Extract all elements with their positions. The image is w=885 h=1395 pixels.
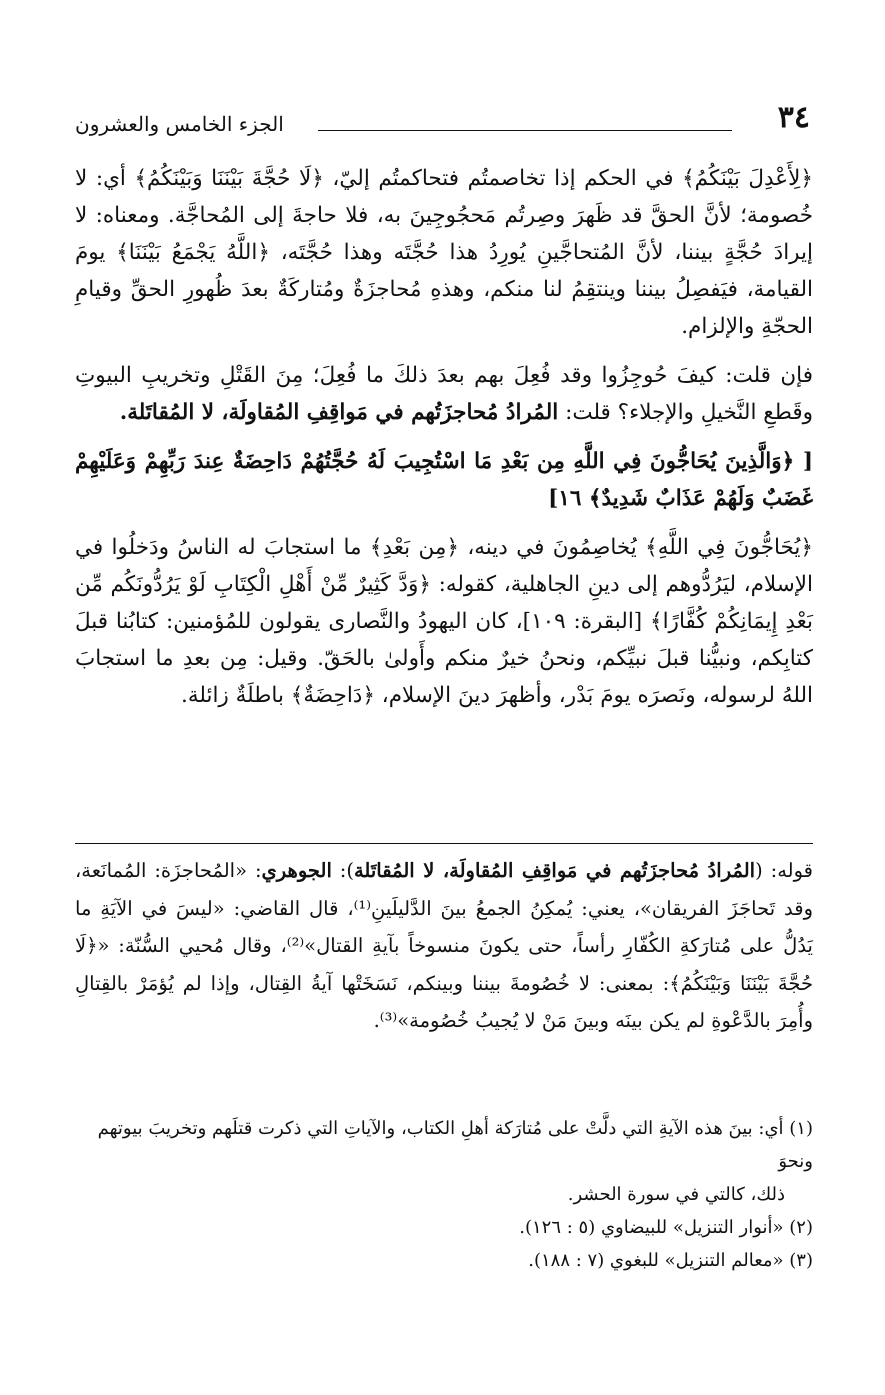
paragraph-2-answer: المُرادُ مُحاجزَتُهم في مَواقِفِ المُقاولَة، لا المُقاتَلة. <box>119 400 559 425</box>
footnote-1: (١) أي: بينَ هذه الآيةِ التي دلَّتْ على مُتارَكة أهلِ الكتاب، والآياتِ التي ذكرت قتلَهم وتخريبَ بيوتهم ونحوَ <box>97 1118 813 1172</box>
page-header <box>75 100 810 144</box>
paragraph-2 <box>75 357 813 431</box>
commentary-section <box>75 852 813 1040</box>
commentary-divider <box>75 843 813 844</box>
page-number: ٣٤ <box>777 100 810 135</box>
commentary-paragraph <box>75 852 813 1040</box>
paragraph-2-text: فإن قلت: كيفَ حُوجِزُوا وقد فُعِلَ بهم بعدَ ذلكَ ما فُعِلَ؛ مِنَ القَتْلِ وتخريبِ البيوتِ وقَطعِ النَّخيلِ والإجلاء؟ قلت: <box>75 363 813 425</box>
commentary-source: الجوهري <box>261 859 332 882</box>
paragraph-1: ﴿لِأَعْدِلَ بَيْنَكُمُ﴾ في الحكم إذا تخاصمتُم فتحاكمتُم إليّ، ﴿لَا حُجَّةَ بَيْنَنَا وَبَيْنَكُمُ﴾ أي: لا خُصومة؛ لأنَّ الحقَّ قد ظَهرَ وصِرتُم مَحجُوجِينَ به، فلا حاجةَ إلى المُحاجَّة. ومعناه: لا إيرادَ حُجَّةٍ بيننا، لأنَّ المُتحاجَّينِ يُورِدُ هذا حُجَّتَه وهذا حُجَّتَه، ﴿اللَّهُ يَجْمَعُ بَيْنَنَا﴾ يومَ القيامة، فيَفصِلُ بيننا وينتقِمُ لنا منكم، وهذهِ مُحاجزَةٌ ومُتاركَةٌ بعدَ ظُهورِ الحقِّ وقيامِ الحجّةِ والإلزام. <box>75 166 813 339</box>
quran-verse-16: [ ﴿وَالَّذِينَ يُحَاجُّونَ فِي اللَّهِ مِن بَعْدِ مَا اسْتُجِيبَ لَهُ حُجَّتُهُمْ دَاحِضَةٌ عِندَ رَبِّهِمْ وَعَلَيْهِمْ غَضَبٌ وَلَهُمْ عَذَابٌ شَدِيدٌ﴾ ١٦] <box>75 449 813 511</box>
footnote-1-continued: ذلك، كالتي في سورة الحشر. <box>567 1184 785 1205</box>
footnotes <box>75 1112 813 1277</box>
main-text <box>75 160 813 726</box>
footnote-2: (٢) «أنوار التنزيل» للبيضاوي (٥ : ١٢٦). <box>519 1217 813 1238</box>
paragraph-3: ﴿يُحَاجُّونَ فِي اللَّهِ﴾ يُخاصِمُونَ في دينه، ﴿مِن بَعْدِ﴾ ما استجابَ له الناسُ ودَخلُوا في الإسلام، ليَرُدُّوهم إلى دينِ الجاهلية، كقوله: ﴿وَدَّ كَثِيرٌ مِّنْ أَهْلِ الْكِتَابِ لَوْ يَرُدُّونَكُم مِّن بَعْدِ إِيمَانِكُمْ كُفَّارًا﴾ [البقرة: ١٠٩]، كان اليهودُ والنَّصارى يقولون للمُؤمنين: كتابُنا قبلَ كتابِكم، ونبيُّنا قبلَ نبيِّكم، ونحنُ خيرٌ منكم وأَولىٰ بالحَقّ. وقيل: مِن بعدِ ما استجابَ اللهُ لرسوله، ونَصرَه يومَ بَدْر، وأظهرَ دينَ الإسلام، ﴿دَاحِضَةٌ﴾ باطلَةٌ زائلة. <box>75 535 813 708</box>
running-title: الجزء الخامس والعشرون <box>75 112 284 136</box>
commentary-quote: المُرادُ مُحاجزَتُهم في مَواقِفِ المُقاولَة، لا المُقاتَلة <box>353 859 756 882</box>
footnote-3: (٣) «معالم التنزيل» للبغوي (٧ : ١٨٨). <box>528 1250 813 1271</box>
commentary-text: : «المُحاجزَة: المُمانَعة، وقد تَحاجَزَ الفريقان»، يعني: يُمكِنُ الجمعُ بينَ الدَّليلَينِ⁽¹⁾، قال القاضي: «ليسَ في الآيَةِ ما يَدُلُّ على مُتارَكةِ الكُفّارِ رأساً، حتى يكونَ منسوخاً بآيةِ القتال»⁽²⁾، وقال مُحيي السُّنّة: «﴿لَا حُجَّةَ بَيْنَنَا وَبَيْنَكُمُ﴾: بمعنى: لا خُصُومةَ بيننا وبينكم، نَسَخَتْها آيةُ القِتال، وإذا لم يُؤمَرْ بالقِتالِ وأُمِرَ بالدَّعْوةِ لم يكن بينَه وبينَ مَنْ لا يُجيبُ خُصُومة»⁽³⁾. <box>75 859 814 1032</box>
commentary-lead: قوله: ( <box>755 859 813 882</box>
header-rule <box>318 130 732 131</box>
commentary-mid: ): <box>331 859 354 882</box>
